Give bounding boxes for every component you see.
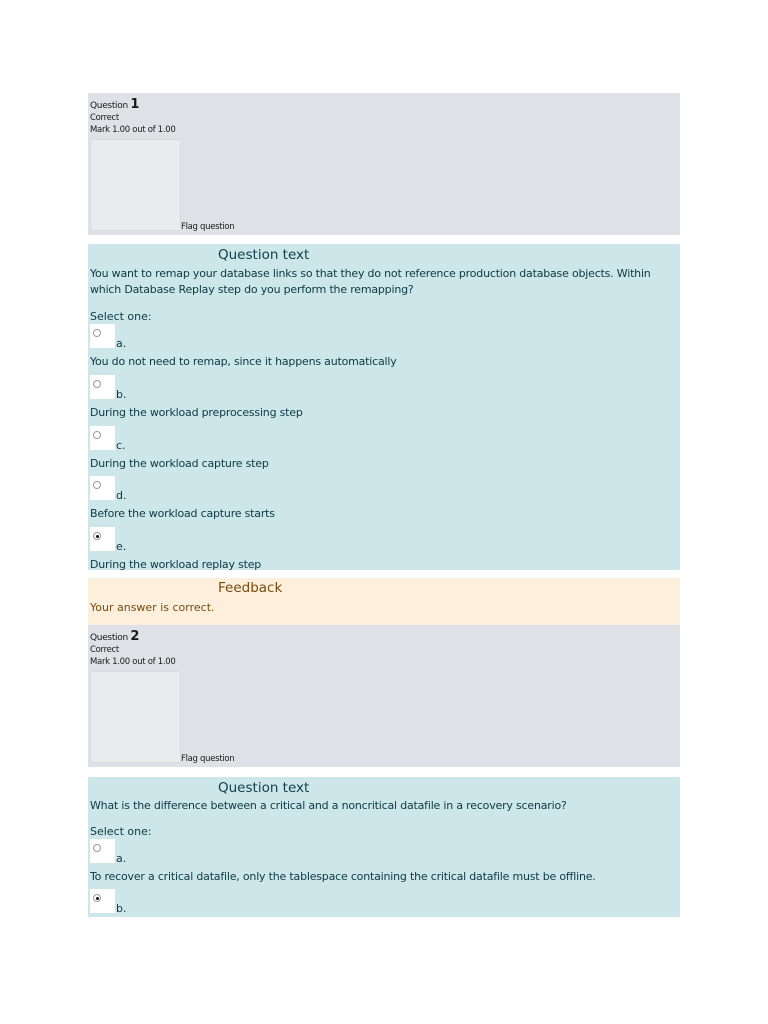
option-text[interactable]: To recover a critical datafile, only the tablespace containing the critical datafile must be offline.	[90, 870, 596, 883]
radio-button[interactable]	[93, 380, 101, 388]
question-state: Correct	[90, 113, 119, 123]
radio-box[interactable]	[90, 476, 115, 500]
option-text[interactable]: During the workload preprocessing step	[90, 406, 303, 419]
option-letter: d.	[116, 489, 127, 502]
question-state: Correct	[90, 645, 119, 655]
question-label-text: Question	[90, 101, 128, 111]
select-one-label: Select one:	[90, 825, 152, 838]
radio-box[interactable]	[90, 889, 115, 913]
option-letter: b.	[116, 902, 127, 915]
radio-box[interactable]	[90, 324, 115, 348]
question-label	[90, 629, 139, 644]
option-letter: a.	[116, 852, 127, 865]
radio-button[interactable]	[93, 481, 101, 489]
flag-question-link[interactable]: Flag question	[181, 754, 235, 764]
select-one-label: Select one:	[90, 310, 152, 323]
radio-button-checked[interactable]	[93, 894, 101, 902]
feedback-title: Feedback	[218, 580, 283, 596]
question-label	[90, 97, 139, 112]
question-1-content	[88, 244, 680, 570]
option-letter: b.	[116, 388, 127, 401]
radio-box[interactable]	[90, 426, 115, 450]
radio-box[interactable]	[90, 839, 115, 863]
option-text[interactable]: You do not need to remap, since it happens automatically	[90, 355, 397, 368]
question-2-content	[88, 777, 680, 917]
option-letter: e.	[116, 540, 127, 553]
question-number: 1	[130, 97, 140, 112]
radio-button[interactable]	[93, 329, 101, 337]
question-grade: Mark 1.00 out of 1.00	[90, 657, 176, 667]
question-2-info	[88, 625, 680, 767]
content-title: Question text	[218, 247, 310, 263]
option-letter: c.	[116, 439, 126, 452]
flag-icon[interactable]	[90, 671, 181, 763]
option-text[interactable]: During the workload capture step	[90, 457, 269, 470]
option-text[interactable]: Before the workload capture starts	[90, 507, 275, 520]
question-text: What is the difference between a critical and a noncritical datafile in a recovery scenario?	[90, 799, 567, 812]
option-text[interactable]: During the workload replay step	[90, 558, 262, 571]
feedback-text: Your answer is correct.	[90, 601, 215, 614]
question-text: You want to remap your database links so that they do not reference production database objects. Within which Database Replay step do you perform the remapping?	[90, 267, 651, 296]
question-label-text: Question	[90, 633, 128, 643]
content-title: Question text	[218, 780, 310, 796]
flag-icon[interactable]	[90, 139, 181, 231]
flag-question-link[interactable]: Flag question	[181, 222, 235, 232]
radio-button-checked[interactable]	[93, 532, 101, 540]
radio-button[interactable]	[93, 431, 101, 439]
question-1-feedback	[88, 578, 680, 625]
radio-button[interactable]	[93, 844, 101, 852]
question-1-info	[88, 93, 680, 235]
radio-box[interactable]	[90, 527, 115, 551]
radio-box[interactable]	[90, 375, 115, 399]
question-grade: Mark 1.00 out of 1.00	[90, 125, 176, 135]
option-letter: a.	[116, 337, 127, 350]
question-number: 2	[130, 629, 140, 644]
